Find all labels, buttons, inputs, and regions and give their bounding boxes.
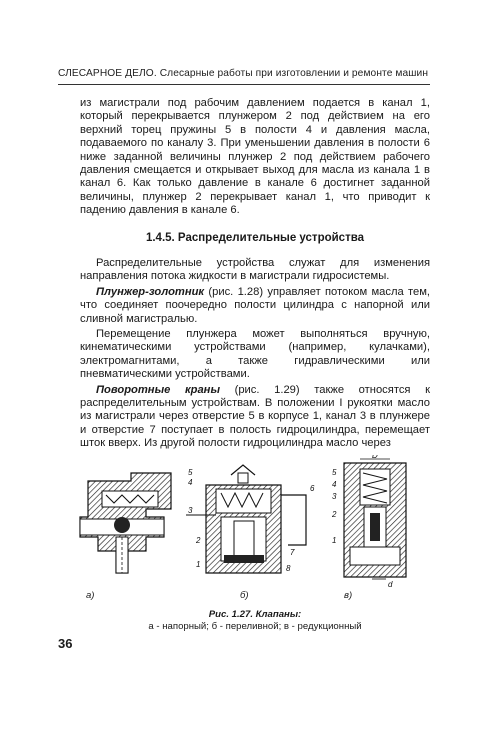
term-rotary-valves: Поворотные краны — [96, 383, 220, 396]
valves-drawing — [76, 455, 434, 605]
callout-c-5: 5 — [332, 468, 337, 477]
term-plunger-spool: Плунжер-золотник — [96, 285, 205, 298]
callout-b-8: 8 — [286, 564, 291, 573]
callout-b-6: 6 — [310, 484, 315, 493]
callout-b-7: 7 — [290, 548, 295, 557]
figure-label-b: б) — [240, 590, 249, 601]
callout-b-2: 2 — [196, 536, 201, 545]
paragraph-1: Распределительные устройства служат для изменения направления потока жидкости в магистрали гидросистемы. — [80, 257, 430, 283]
figure-caption — [76, 609, 434, 632]
callout-b-3: 3 — [188, 506, 193, 515]
section-title: 1.4.5. Распределительные устройства — [145, 232, 365, 244]
callout-c-3: 3 — [332, 492, 337, 501]
paragraph-continuation — [80, 97, 430, 218]
figure-label-a: а) — [86, 590, 95, 601]
paragraph-4-text: (рис. 1.29) также относятся к распределительным устройствам. В положении I рукоятки масло из магистрали через отверстие 5 в корпусе 1, канал 3 в плунжере и отверстие 7 поступает в полость гидроцилиндра, перемещает шток вверх. Из другой полости гидроцилиндра масло через — [80, 383, 430, 450]
header-rule — [58, 84, 430, 85]
callout-c-1: 1 — [332, 536, 337, 545]
callout-b-1: 1 — [196, 560, 201, 569]
callout-c-2: 2 — [332, 510, 337, 519]
valve-b-drawing — [186, 465, 306, 573]
paragraph-2 — [80, 286, 430, 326]
caption-subtitle: а - напорный; б - переливной; в - редукционный — [148, 620, 362, 632]
caption-title: Рис. 1.27. Клапаны: — [208, 609, 302, 620]
valve-a-drawing — [80, 473, 171, 573]
callout-c-d: d — [388, 580, 393, 589]
paragraph-top-text: из магистрали под рабочим давлением подается в канал 1, который перекрывается плунжером 2 под действием на его верхний торец пружины 5 в полости 4 и давления масла, подаваемого по каналу 3. При уменьшении давления в полости 6 ниже заданной величины плунжер 2 под действием рабочего давления смещается и открывает выход для масла из канала 1 в канал 6. Как только давление в канале 6 достигнет заданной величины, плунжер 2 перекрывает канал 1, что приводит к падению давления в канале 6. — [80, 97, 430, 217]
callout-c-D: D — [372, 455, 378, 460]
figure-valves — [76, 455, 434, 605]
paragraph-3: Перемещение плунжера может выполняться вручную, кинематическими устройствами (например, кулачками), электромагнитами, а также гидравлическими или пневматическими устройствами. — [80, 328, 430, 381]
callout-c-4: 4 — [332, 480, 337, 489]
paragraph-2-text: (рис. 1.28) управляет потоком масла тем, что соединяет поочередно полости цилиндра с напорной или сливной магистралью. — [80, 285, 430, 325]
section-body — [80, 257, 430, 451]
paragraph-4 — [80, 384, 430, 451]
page-number: 36 — [58, 636, 73, 651]
running-header: СЛЕСАРНОЕ ДЕЛО. Слесарные работы при изготовлении и ремонте машин — [58, 68, 429, 79]
figure-label-c: в) — [344, 590, 353, 601]
callout-b-4: 4 — [188, 478, 193, 487]
callout-b-5: 5 — [188, 468, 193, 477]
valve-c-drawing — [344, 459, 406, 579]
